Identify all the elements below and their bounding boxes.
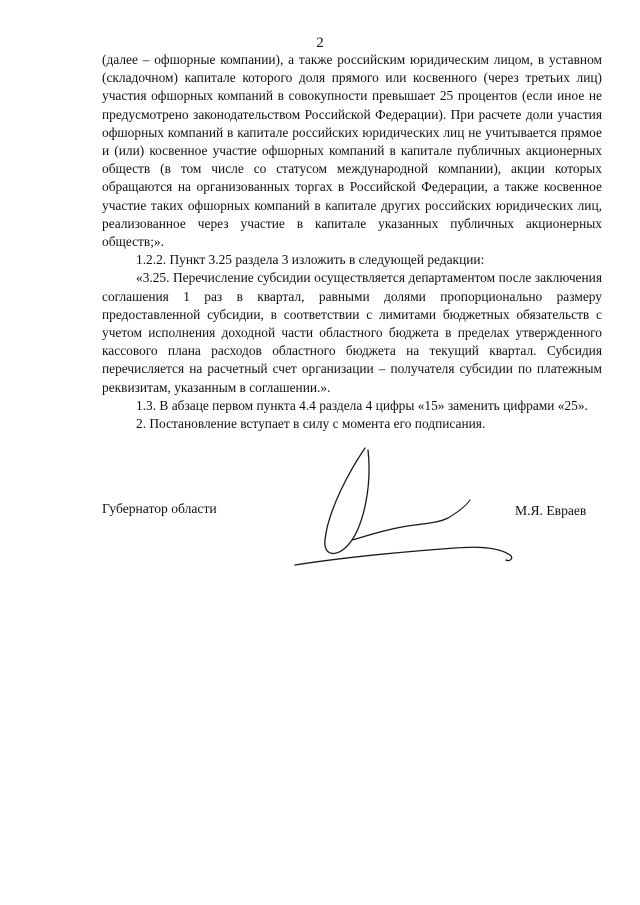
handwritten-signature xyxy=(280,440,520,580)
document-body xyxy=(102,51,602,433)
paragraph-3-25: «3.25. Перечисление субсидии осуществляется департаментом после заключения соглашения 1 раз в квартал, равными долями пропорционально размеру предоставленной субсидии, в соответствии с лимитами бюджетных обязательств с учетом исполнения доходной части областного бюджета в пределах утвержденного кассового плана расходов областного бюджета на текущий квартал. Субсидия перечисляется на расчетный счет организации – получателя субсидии по платежным реквизитам, указанным в соглашении.». xyxy=(102,270,602,395)
paragraph-1-3: 1.3. В абзаце первом пункта 4.4 раздела 4 цифры «15» заменить цифрами «25». xyxy=(136,397,588,413)
paragraph-1-2-2: 1.2.2. Пункт 3.25 раздела 3 изложить в следующей редакции: xyxy=(136,252,485,268)
page-number: 2 xyxy=(316,35,324,51)
signatory-title: Губернатор области xyxy=(102,501,217,516)
paragraph-offshore-definition: (далее – офшорные компании), а также российским юридическим лицом, в уставном (складочном) капитале которого доля прямого или косвенного (через третьих лиц) участия офшорных компаний в совокупности превышает 25 процентов (если иное не предусмотрено законодательством Российской Федерации). При расчете доли участия офшорных компаний в капитале российских юридических лиц не учитывается прямое и (или) косвенное участие офшорных компаний в капитале публичных акционерных обществ (в том числе со статусом международной компании), акции которых обращаются на организованных торгах в Российской Федерации, а также косвенное участие таких офшорных компаний в капитале других российских юридических лиц, реализованное через участие в капитале указанных публичных акционерных обществ;». xyxy=(102,52,602,250)
signatory-name: М.Я. Евраев xyxy=(515,503,587,518)
paragraph-2: 2. Постановление вступает в силу с момента его подписания. xyxy=(136,416,486,432)
